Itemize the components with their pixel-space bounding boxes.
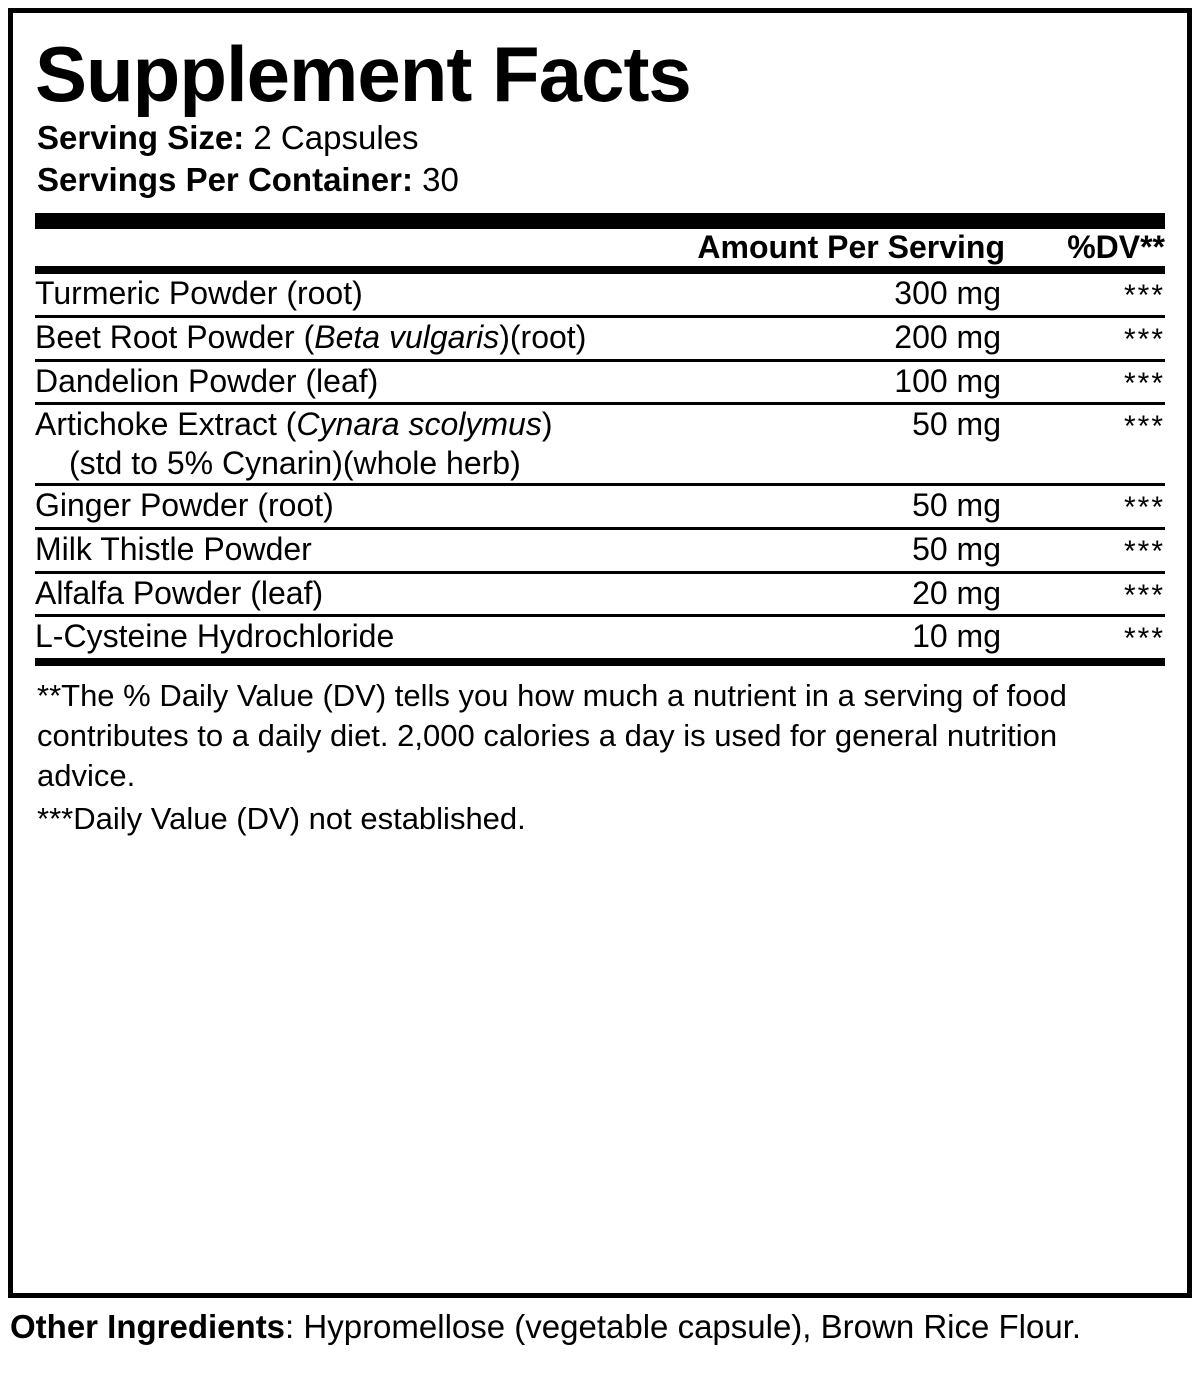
ingredient-name: Beet Root Powder (Beta vulgaris)(root) (35, 319, 587, 356)
table-row (35, 530, 1165, 571)
table-row (35, 574, 1165, 615)
ingredient-amount: 10 mg (912, 618, 1001, 655)
ingredient-name-sub: (std to 5% Cynarin)(whole herb) (69, 445, 521, 482)
ingredient-dv: *** (1123, 323, 1165, 357)
ingredient-amount: 200 mg (894, 319, 1001, 356)
serving-size-label: Serving Size: (37, 119, 245, 156)
ingredient-dv: *** (1123, 491, 1165, 525)
servings-per-container-line (35, 159, 1165, 201)
table-row (35, 405, 1165, 483)
ingredient-amount: 50 mg (912, 406, 1001, 443)
ingredient-name: L-Cysteine Hydrochloride (35, 618, 395, 655)
ingredient-dv: *** (1123, 279, 1165, 313)
divider-above-footnotes (35, 658, 1165, 666)
ingredient-name: Turmeric Powder (root) (35, 275, 363, 312)
footnotes (35, 666, 1165, 839)
ingredient-amount: 50 mg (912, 530, 1001, 567)
table-row (35, 486, 1165, 527)
ingredient-dv: *** (1123, 534, 1165, 568)
page-title: Supplement Facts (35, 30, 691, 118)
serving-size-value: 2 Capsules (253, 119, 419, 156)
ingredient-name: Artichoke Extract (Cynara scolymus) (std to 5% Cynarin)(whole herb) (35, 405, 635, 483)
supplement-facts-panel (8, 8, 1192, 1298)
ingredient-dv: *** (1123, 410, 1165, 444)
ingredient-name: Milk Thistle Powder (35, 530, 312, 567)
other-ingredients-label: Other Ingredients (10, 1308, 286, 1345)
footnote-not-established: ***Daily Value (DV) not established. (37, 800, 526, 836)
serving-size-line (35, 117, 1165, 159)
other-ingredients (8, 1306, 1192, 1349)
table-row (35, 617, 1165, 658)
header-amount-per-serving: Amount Per Serving (697, 229, 1005, 266)
ingredient-amount: 50 mg (912, 487, 1001, 524)
header-spacer (35, 229, 635, 266)
footnote-daily-value: **The % Daily Value (DV) tells you how much a nutrient in a serving of food contributes to a daily diet. 2,000 calories a day is used for general nutrition advice. (37, 677, 1067, 794)
ingredients-table (35, 274, 1165, 657)
divider-under-header (35, 266, 1165, 274)
ingredient-amount: 20 mg (912, 574, 1001, 611)
ingredient-name: Ginger Powder (root) (35, 487, 334, 524)
ingredient-dv: *** (1123, 366, 1165, 400)
ingredient-dv: *** (1123, 578, 1165, 612)
table-row (35, 274, 1165, 315)
table-row (35, 362, 1165, 403)
header-percent-dv: %DV** (1067, 229, 1165, 266)
ingredient-name: Alfalfa Powder (leaf) (35, 574, 324, 611)
divider-thick-top (35, 213, 1165, 229)
nutrition-table (35, 229, 1165, 266)
table-header-row (35, 229, 1165, 266)
servings-per-container-value: 30 (422, 161, 459, 199)
ingredient-dv: *** (1123, 622, 1165, 656)
other-ingredients-value: : Hypromellose (vegetable capsule), Brown Rice Flour. (285, 1308, 1082, 1345)
ingredient-name: Dandelion Powder (leaf) (35, 362, 379, 399)
ingredient-amount: 300 mg (894, 275, 1001, 312)
servings-per-container-label: Servings Per Container: (37, 161, 413, 199)
ingredient-amount: 100 mg (894, 362, 1001, 399)
table-row (35, 318, 1165, 359)
